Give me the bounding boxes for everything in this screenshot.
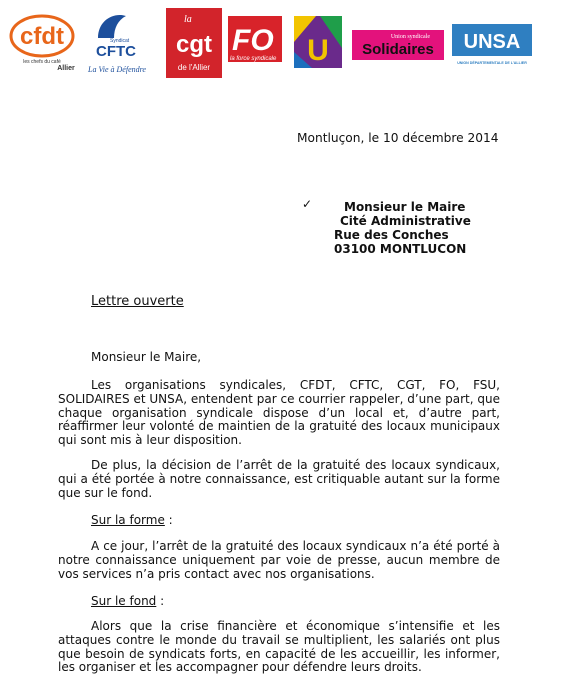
paragraph-forme bbox=[58, 540, 500, 581]
cfdt-logo-text: cfdt bbox=[20, 23, 64, 50]
unsa-logo-text: UNSA bbox=[463, 31, 521, 53]
paragraph-fond bbox=[58, 620, 500, 675]
paragraph-decision bbox=[58, 459, 500, 500]
recipient-line-3: Rue des Conches bbox=[334, 228, 449, 242]
fsu-logo-icon bbox=[290, 8, 346, 78]
cgt-logo-icon bbox=[166, 8, 222, 78]
subheading-forme-text: Sur la forme bbox=[91, 513, 165, 527]
unsa-logo-icon bbox=[450, 8, 536, 78]
subheading-fond bbox=[91, 594, 164, 608]
letter-date: Montluçon, le 10 décembre 2014 bbox=[297, 131, 499, 145]
cgt-logo-sub: de l'Allier bbox=[177, 63, 211, 72]
cfdt-logo-subtext: Allier bbox=[57, 65, 75, 72]
checkmark-icon: ✓ bbox=[302, 197, 313, 211]
cgt-logo-text: cgt bbox=[176, 31, 212, 58]
unsa-logo-sub: UNION DÉPARTEMENTALE DE L'ALLIER bbox=[457, 61, 527, 65]
paragraph-forme-text: A ce jour, l’arrêt de la gratuité des locaux syndicaux n’a été porté à notre connaissance uniquement par voie de presse, aucun membre de vos services n’a pris contact avec nos organisations. bbox=[58, 539, 500, 581]
recipient-line-4: 03100 MONTLUCON bbox=[334, 242, 467, 256]
fo-logo-text: FO bbox=[232, 24, 274, 57]
paragraph-intro-text: Les organisations syndicales, CFDT, CFTC, CGT, FO, FSU, SOLIDAIRES et UNSA, entendent par ce courrier rappeler, d’une part, que chaque organisation syndicale dispose d’un local et, d’autre part, réaffirmer leur volonté de maintien de la gratuité des locaux municipaux qui sont mis à leur disposition. bbox=[58, 378, 500, 448]
paragraph-fond-text: Alors que la crise financière et économique s’intensifie et les attaques contre le monde du travail se multiplient, les salariés ont plus que besoin de syndicats forts, en capacité de les accueillir, les informer, les organiser et les accompagner pour défendre leurs droits. bbox=[58, 619, 500, 675]
subheading-forme-colon: : bbox=[164, 513, 173, 527]
cftc-logo-text: CFTC bbox=[96, 43, 136, 60]
union-logos-banner bbox=[6, 8, 559, 80]
paragraph-decision-text: De plus, la décision de l’arrêt de la gratuité des locaux syndicaux, qui a été portée à notre connaissance, est critiquable autant sur la forme que sur le fond. bbox=[58, 458, 500, 500]
cftc-logo-label: Syndicat bbox=[110, 38, 130, 44]
cfdt-logo-tagline: les chefs du café bbox=[23, 59, 61, 65]
paragraph-intro bbox=[58, 379, 500, 448]
fsu-logo-text: U bbox=[307, 34, 329, 67]
subheading-forme bbox=[91, 513, 173, 527]
solidaires-logo-small: Union syndicale bbox=[390, 34, 430, 40]
subheading-fond-text: Sur le fond bbox=[91, 594, 157, 608]
recipient-line-2: Cité Administrative bbox=[340, 214, 471, 228]
fo-logo-icon bbox=[226, 8, 284, 78]
solidaires-logo-text: Solidaires bbox=[362, 41, 434, 58]
solidaires-logo-icon bbox=[350, 8, 446, 78]
letter-heading: Lettre ouverte bbox=[91, 294, 184, 309]
fo-logo-sub: la force syndicale bbox=[230, 56, 277, 62]
recipient-line-1: Monsieur le Maire bbox=[344, 200, 466, 214]
cftc-logo-tagline: La Vie à Défendre bbox=[88, 65, 146, 74]
salutation: Monsieur le Maire, bbox=[91, 350, 202, 364]
subheading-fond-colon: : bbox=[156, 594, 165, 608]
cfdt-logo-icon bbox=[6, 8, 80, 78]
cftc-logo-icon bbox=[84, 8, 162, 78]
cgt-logo-top: la bbox=[184, 14, 192, 25]
